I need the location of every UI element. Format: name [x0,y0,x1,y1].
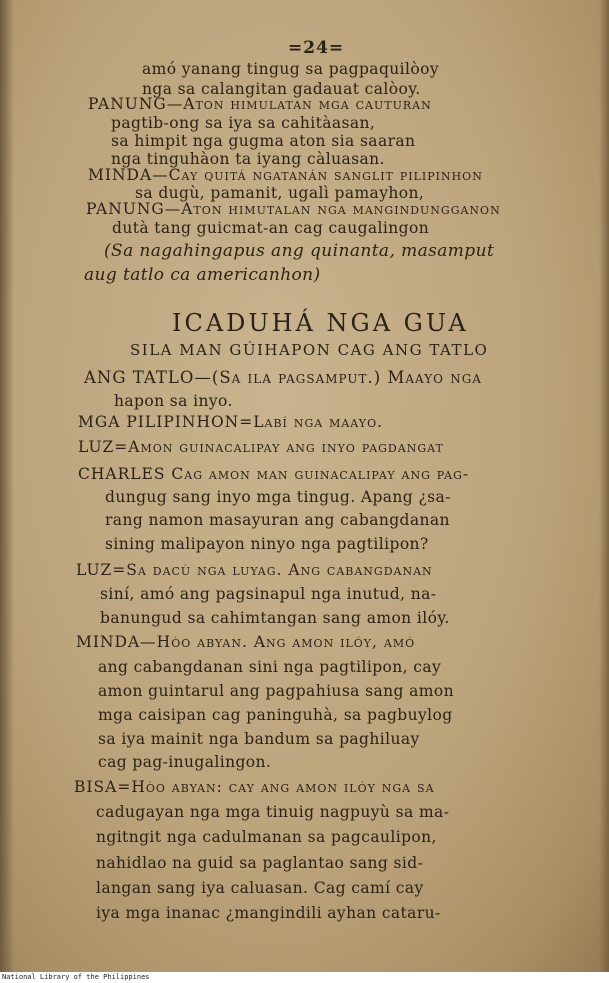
verse-line: sa dugù, pamanit, ugalì pamayhon, [135,184,425,202]
dialogue-line: sa iya mainit nga bandum sa paghiluay [98,730,420,748]
speaker-line: BISA=Hòo abyan: cay ang amon ilóy nga sa [74,778,435,796]
dialogue-line: cag pag-inugalingon. [98,753,272,771]
dialogue-line: cadugayan nga mga tinuig nagpuyù sa ma- [96,803,450,821]
footer-credit: National Library of the Philippines [0,972,609,983]
dialogue-line: ang cabangdanan sini nga pagtilipon, cay [98,658,442,676]
speaker-line: PANUNG—Aton himutalan nga mangindunggan​on [86,200,501,218]
speaker-line: MINDA—Hòo abyan. Ang amon ilóy, amó [76,633,416,651]
dialogue-line: langan sang iya caluasan. Cag camí cay [96,879,424,897]
speaker-line: LUZ=Amon guinacalipay ang inyo pagdangat [78,438,444,456]
speaker-line: ANG TATLO—(Sa ila pagsamput.) Maayo nga [84,368,482,387]
verse-line: nga sa calangitan gadauat calòoy. [142,80,421,98]
dialogue-line: banungud sa cahimtangan sang amon ilóy. [100,609,450,627]
stage-direction: aug tatlo ca americanhon) [84,265,321,285]
scene-heading: SILA MAN GÚIHAPON CAG ANG TATLO [130,341,489,359]
dialogue-line: dungug sang inyo mga tingug. Apang ¿sa- [105,488,451,506]
speaker-line: LUZ=Sa dacù nga luyag. Ang cabangdanan [76,561,433,579]
dialogue-line: nahidlao na guid sa paglantao sang sid- [96,854,424,872]
stage-direction: (Sa nagahingapus ang quinanta, masamput [104,241,495,261]
speaker-line: MGA PILIPINHON=Labí nga maayo. [78,413,384,431]
dialogue-line: hapon sa inyo. [114,392,233,410]
verse-line: amó yanang tingug sa pagpaquilòoy [142,60,439,78]
dialogue-line: amon guintarul ang pagpahiusa sang amon [98,682,455,700]
speaker-line: PANUNG—Aton himulatan mga cauturan [88,95,432,113]
dialogue-line: ngitngit nga cadulmanan sa pagcaulipon, [96,828,437,846]
verse-line: dutà tang guicmat-an cag caugalingon [112,219,430,237]
verse-line: sa himpit nga gugma aton sia saaran [111,132,416,150]
speaker-line: CHARLES Cag amon man guinacalipay ang pag- [78,465,470,483]
dialogue-line: mga caisipan cag paninguhà, sa pagbuylog [98,706,453,724]
dialogue-line: rang namon masayuran ang cabangdanan [105,511,450,529]
dialogue-line: iya mga inanac ¿mangindili ayhan cataru- [96,904,441,922]
speaker-line: MINDA—Cay quitá ngatanán sanglit pilipinhon [88,166,483,184]
verse-line: nga tinguhàon ta iyang càluasan. [111,150,385,168]
verse-line: pagtib-ong sa iya sa cahitàasan, [111,114,376,132]
dialogue-line: sining malipayon ninyo nga pagtilipon? [105,535,429,553]
dialogue-line: siní, amó ang pagsinapul nga inutud, na- [100,585,437,603]
page-number: =24= [288,38,345,58]
act-title: ICADUHÁ NGA GUA [172,309,469,337]
